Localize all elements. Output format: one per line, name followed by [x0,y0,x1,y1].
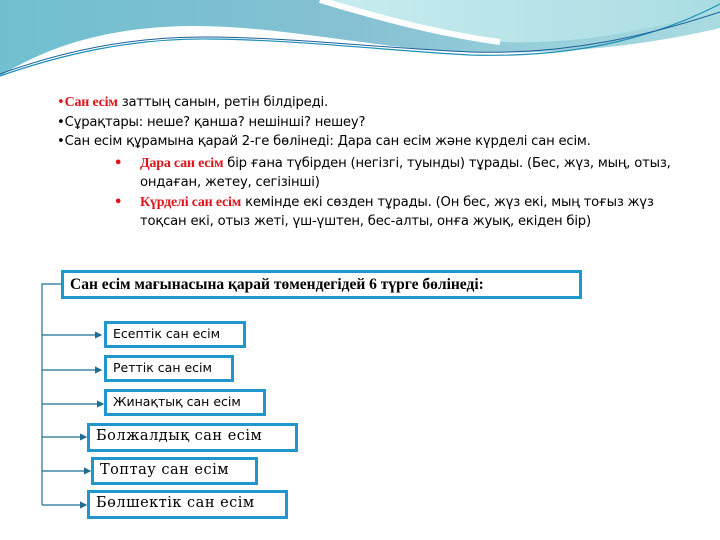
bullet-text: заттың санын, ретін білдіреді. [117,95,328,110]
type-box-bolshektik [87,490,288,519]
classification-heading-box [61,270,582,299]
type-box-rettik [104,355,234,382]
bullet-dot: • [114,155,123,171]
bullet-dot: • [57,114,65,130]
bullet-text: бір ғана түбірден (негізгі, туынды) тұрады. (Бес, жүз, мың, отыз, ондаған, жетеу, сегізінші) [140,155,671,190]
type-box-zhinaktyk [104,389,266,416]
term-highlight: Сан есім [64,95,118,110]
type-label: Жинақтық сан есім [113,394,241,409]
type-label: Реттік сан есім [113,360,212,375]
type-box-bolzhaldyk [87,423,298,452]
type-label: Топтау сан есім [100,462,230,478]
bullet-dot: • [57,134,65,149]
type-box-esептік [104,321,246,348]
type-label: Есептік сан есім [113,326,221,341]
sub-bullet-item [57,193,697,232]
sub-bullet-item [57,154,697,193]
bullet-text: Сан есім құрамына қарай 2-ге бөлінеді: Дара сан есім және күрделі сан есім. [64,134,591,149]
bullet-item [57,132,697,152]
bullet-item [57,113,697,133]
classification-heading: Сан есім мағынасына қарай төмендегідей 6 түрге бөлінеді: [70,276,484,293]
bullet-list [57,93,697,232]
term-highlight: Дара сан есім [140,155,224,171]
type-label: Болжалдық сан есім [96,428,263,444]
bullet-text: кемінде екі сөзден тұрады. (Он бес, жүз екі, мың тоғыз жүз тоқсан екі, отыз жеті, үш-үштен, бес-алты, онға жуық, екіден бір) [140,194,654,229]
type-box-toptau [91,457,258,485]
term-highlight: Күрделі сан есім [140,194,242,210]
bullet-text: Сұрақтары: неше? қанша? нешінші? нешеу? [64,114,366,130]
type-label: Бөлшектік сан есім [96,495,255,511]
bullet-item [57,93,697,113]
bullet-dot: • [57,95,65,110]
header-wave-decoration [0,0,720,90]
bullet-dot: • [114,194,123,210]
